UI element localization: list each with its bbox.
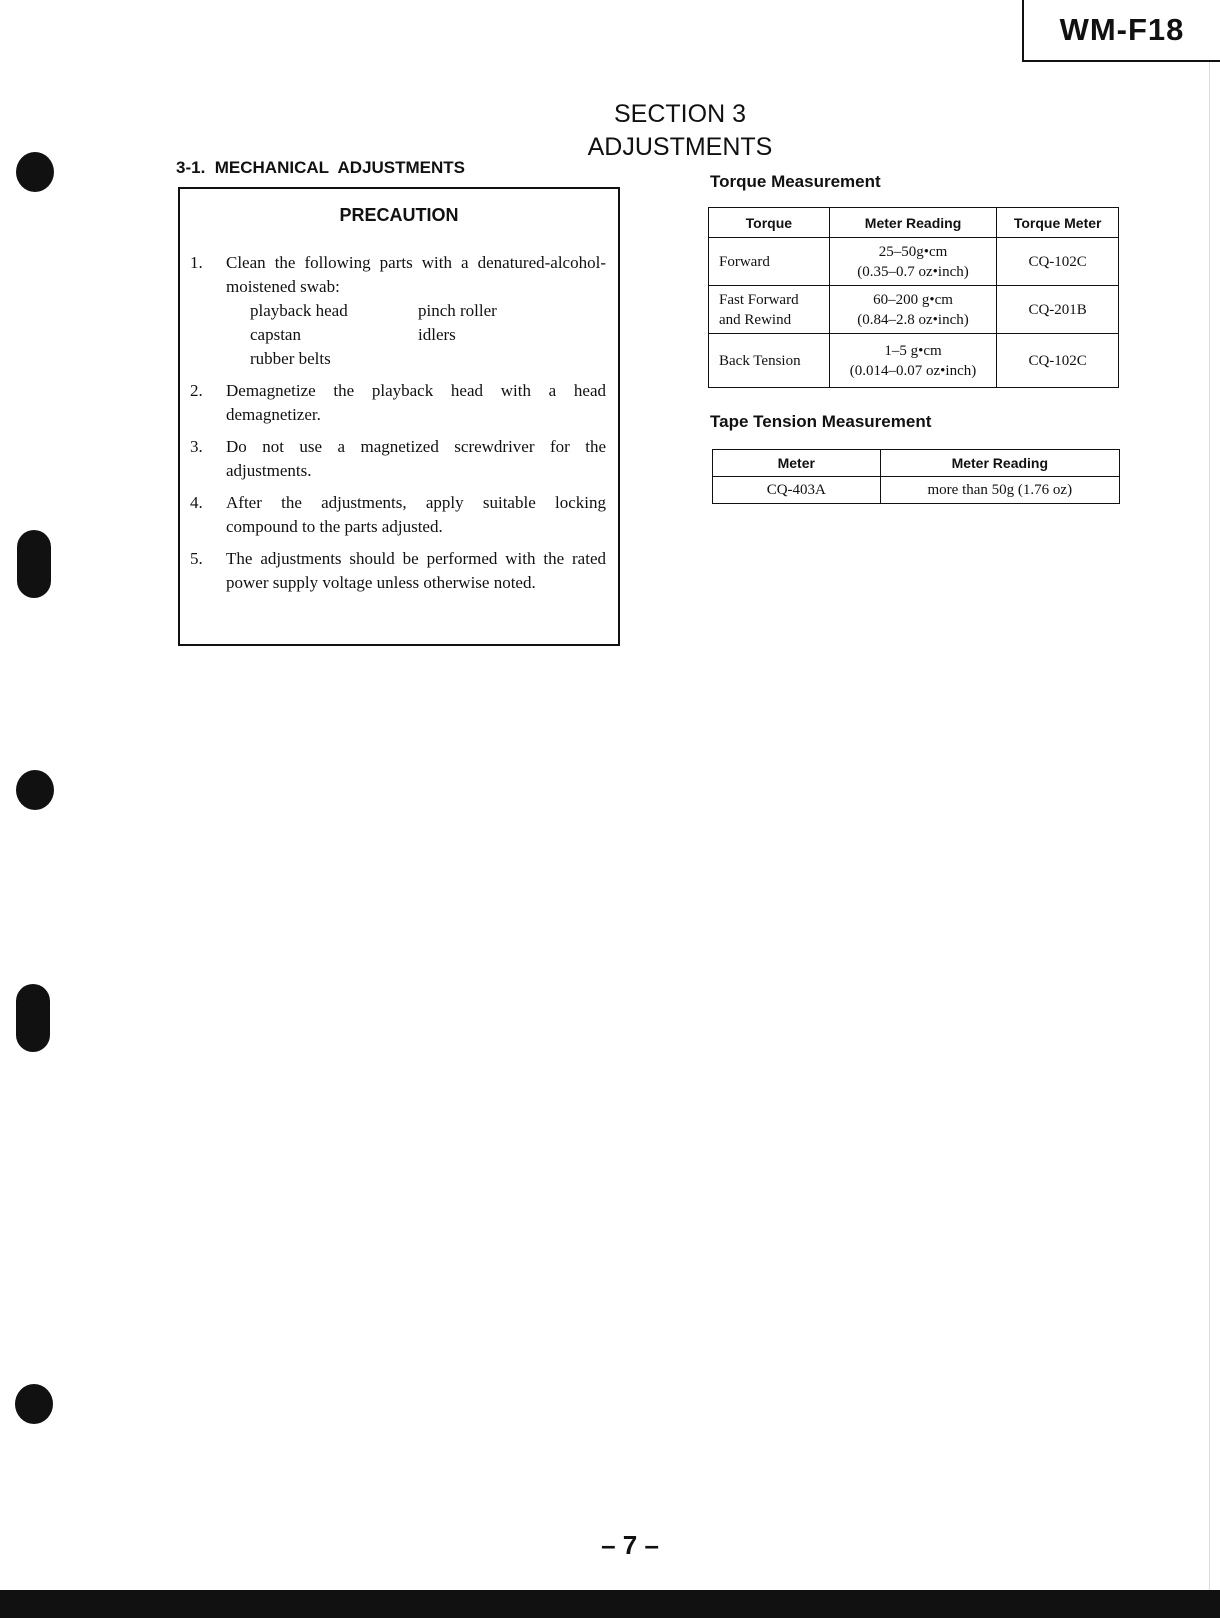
- meter-reading: [829, 286, 997, 334]
- item-text: After the adjustments, apply suitable locking compound to the parts adjusted.: [226, 493, 606, 536]
- meter-reading: more than 50g (1.76 oz): [880, 477, 1119, 504]
- table-header-row: [713, 450, 1120, 477]
- binder-hole-1: [16, 152, 54, 192]
- reading-imperial: (0.84–2.8 oz•inch): [857, 311, 969, 328]
- item-text-line: Clean the following parts with a denatured-alcohol-moistened swab:: [226, 253, 606, 296]
- meter-reading: [829, 334, 997, 388]
- parts-list: [226, 299, 606, 371]
- table-row: [713, 477, 1120, 504]
- column-header: Meter: [713, 450, 881, 477]
- precaution-item: [190, 491, 606, 539]
- meter-reading: [829, 238, 997, 286]
- binder-hole-5: [15, 1384, 53, 1424]
- section-number: SECTION 3: [614, 100, 746, 128]
- item-number: 4.: [190, 493, 203, 512]
- table-row: [709, 238, 1119, 286]
- torque-heading: Torque Measurement: [710, 172, 881, 191]
- tension-table: [712, 449, 1120, 504]
- table-header-row: [709, 208, 1119, 238]
- binder-hole-3: [16, 770, 54, 810]
- precaution-item: [190, 547, 606, 595]
- part-name: capstan: [250, 325, 301, 344]
- torque-meter: CQ-102C: [997, 334, 1119, 388]
- model-number-tag: WM-F18: [1022, 0, 1220, 62]
- reading-metric: 60–200 g•cm: [873, 291, 953, 308]
- table-row: [709, 334, 1119, 388]
- item-text: Demagnetize the playback head with a head demagnetizer.: [226, 381, 606, 424]
- part-name: pinch roller: [418, 301, 497, 320]
- torque-type: [709, 286, 830, 334]
- binder-hole-4: [16, 984, 50, 1052]
- part-name: rubber belts: [250, 349, 331, 368]
- column-header: Torque Meter: [997, 208, 1119, 238]
- precaution-item: [190, 435, 606, 483]
- item-text: [226, 251, 606, 371]
- section-title: [560, 98, 800, 164]
- binder-hole-2: [17, 530, 51, 598]
- torque-type-line: and Rewind: [719, 311, 792, 328]
- item-number: 5.: [190, 549, 203, 568]
- reading-imperial: (0.35–0.7 oz•inch): [857, 263, 969, 280]
- torque-meter: CQ-201B: [997, 286, 1119, 334]
- column-header: Meter Reading: [829, 208, 997, 238]
- torque-meter: CQ-102C: [997, 238, 1119, 286]
- precaution-item: [190, 251, 606, 371]
- torque-table: [708, 207, 1119, 388]
- precaution-item: [190, 379, 606, 427]
- tension-heading: Tape Tension Measurement: [710, 412, 932, 431]
- page-edge-line: [1209, 62, 1210, 1597]
- reading-metric: 1–5 g•cm: [884, 342, 942, 359]
- item-text: Do not use a magnetized screwdriver for the adjustments.: [226, 437, 606, 480]
- torque-type: Back Tension: [709, 334, 830, 388]
- section-name: ADJUSTMENTS: [587, 133, 773, 161]
- reading-imperial: (0.014–0.07 oz•inch): [849, 362, 977, 379]
- precaution-list: [190, 251, 606, 603]
- table-row: [709, 286, 1119, 334]
- reading-metric: 25–50g•cm: [878, 243, 948, 260]
- item-number: 2.: [190, 381, 203, 400]
- part-name: idlers: [418, 325, 456, 344]
- precaution-box: [178, 187, 620, 646]
- page-number: – 7 –: [601, 1530, 659, 1560]
- item-number: 1.: [190, 253, 203, 272]
- meter-model: CQ-403A: [713, 477, 881, 504]
- part-name: playback head: [250, 301, 348, 320]
- item-text: The adjustments should be performed with the rated power supply voltage unless otherwise noted.: [226, 549, 606, 592]
- column-header: Torque: [709, 208, 830, 238]
- bottom-edge-bar: [0, 1590, 1220, 1618]
- precaution-title: PRECAUTION: [339, 205, 459, 225]
- item-number: 3.: [190, 437, 203, 456]
- torque-type-line: Fast Forward: [719, 291, 799, 308]
- column-header: Meter Reading: [880, 450, 1119, 477]
- subsection-heading: 3-1. MECHANICAL ADJUSTMENTS: [176, 158, 466, 177]
- torque-type: Forward: [709, 238, 830, 286]
